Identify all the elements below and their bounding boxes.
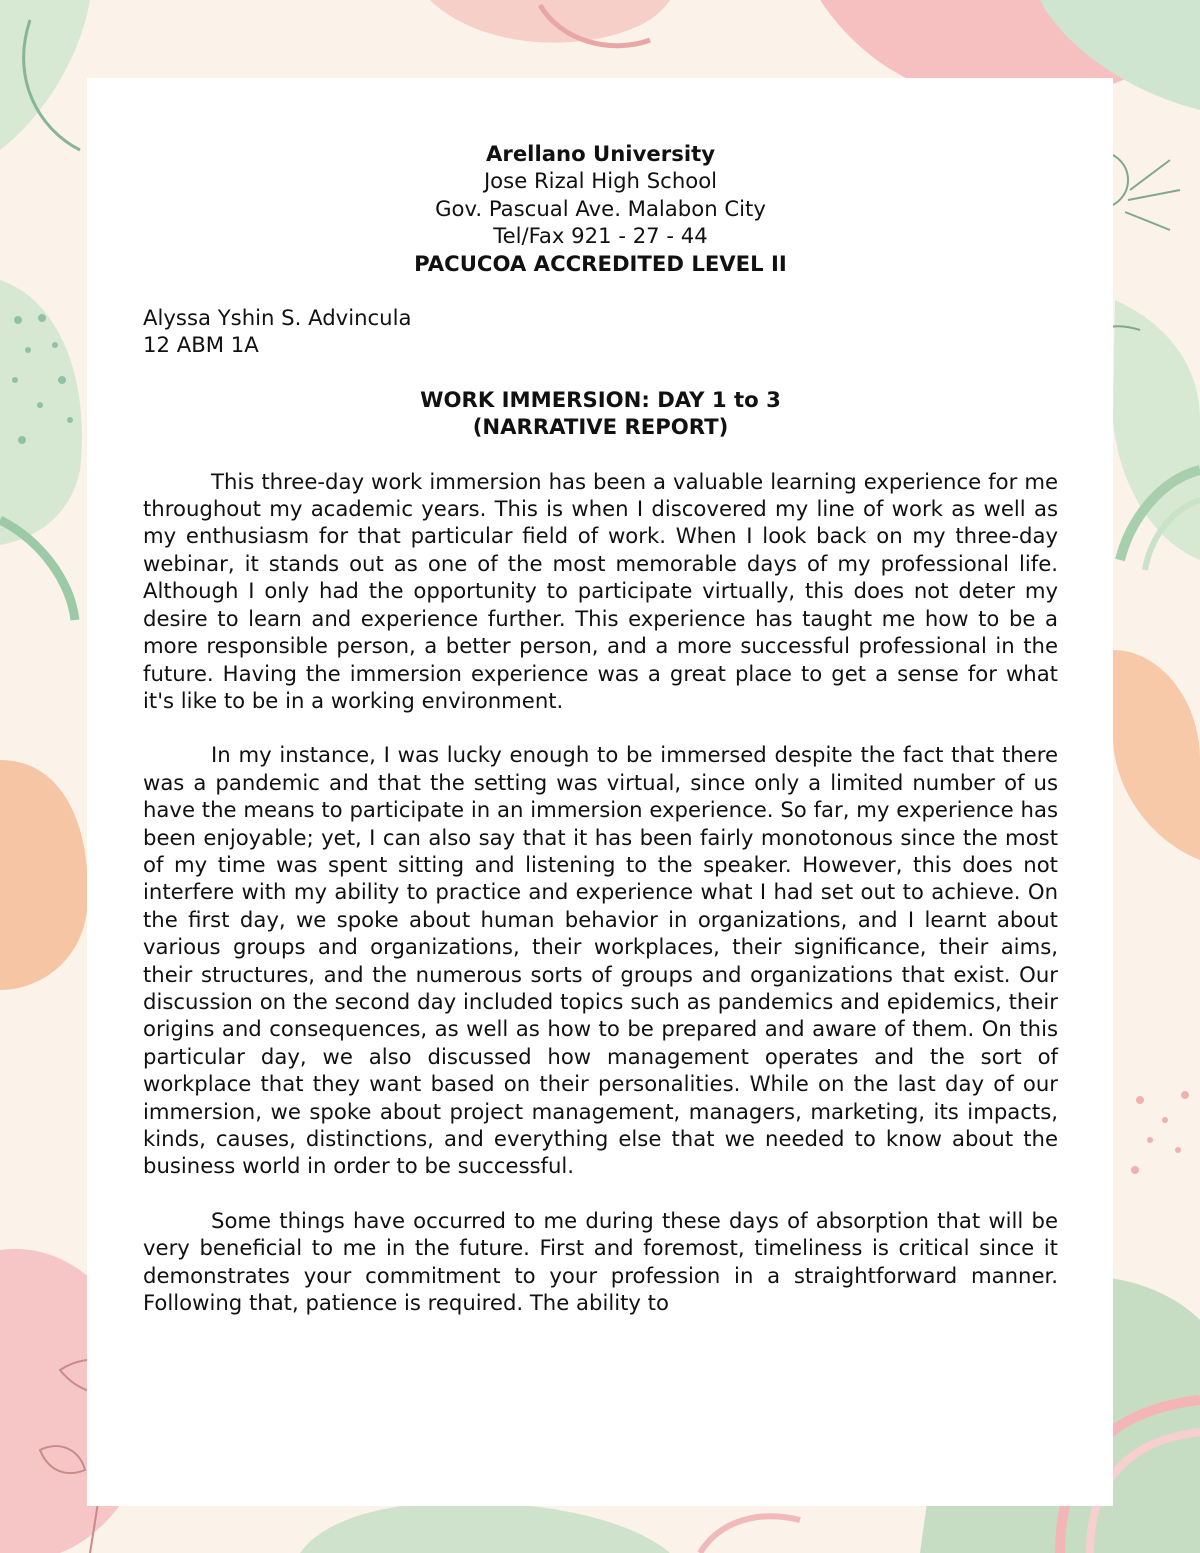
paragraph-1: This three-day work immersion has been a valuable learning experience for me throughout my academic years. This is when I discovered my line of work as well as my enthusiasm for that particular field of work. When I look back on my three-day webinar, it stands out as one of the most memorable days of my professional life. Although I only had the opportunity to participate virtually, this does not deter my desire to learn and experience further. This experience has taught me how to be a more responsible person, a better person, and a more successful professional in the future. Having the immersion experience was a great place to get a sense for what it's like to be in a working environment. [143, 468, 1058, 713]
green-blob-bottom [300, 1502, 670, 1553]
school-telfax: Tel/Fax 921 - 27 - 44 [493, 223, 708, 249]
arc-bottom [700, 1516, 800, 1553]
report-heading [143, 386, 1058, 441]
report-subtitle: (NARRATIVE REPORT) [472, 414, 729, 440]
university-name: Arellano University [485, 141, 716, 166]
green-blob-right [1113, 300, 1200, 560]
school-name: Jose Rizal High School [483, 168, 718, 194]
accreditation: PACUCOA ACCREDITED LEVEL II [414, 250, 787, 276]
school-address: Gov. Pascual Ave. Malabon City [435, 195, 766, 221]
student-name: Alyssa Yshin S. Advincula [143, 305, 412, 331]
dot-cluster-right [1131, 1091, 1189, 1174]
report-title: WORK IMMERSION: DAY 1 to 3 [420, 386, 781, 412]
letterhead [143, 140, 1058, 277]
paragraph-2: In my instance, I was lucky enough to be immersed despite the fact that there was a pandemic and that the setting was virtual, since only a limited number of us have the means to participate in an immersion experience. So far, my experience has been enjoyable; yet, I can also say that it has been fairly monotonous since the most of my time was spent sitting and listening to the speaker. However, this does not interfere with my ability to practice and experience what I had set out to achieve. On the first day, we spoke about human behavior in organizations, and I learnt about various groups and organizations, their workplaces, their significance, their aims, their structures, and the numerous sorts of groups and organizations that exist. Our discussion on the second day included topics such as pandemics and epidemics, their origins and consequences, as well as how to be prepared and aware of them. On this particular day, we also discussed how management operates and the sort of workplace that they want based on their personalities. While on the last day of our immersion, we spoke about project management, managers, marketing, its impacts, kinds, causes, distinctions, and everything else that we needed to know about the business world in order to be successful. [143, 742, 1058, 1179]
student-section: 12 ABM 1A [143, 332, 259, 358]
student-info [143, 304, 1058, 359]
document-content [143, 140, 1058, 1316]
paragraph-3: Some things have occurred to me during these days of absorption that will be very beneficial to me in the future. First and foremost, timeliness is critical since it demonstrates your commitment to your profession in a straightforward manner. Following that, patience is required. The ability to [143, 1207, 1058, 1316]
peach-blob-right [1113, 650, 1200, 860]
green-blob-top-left [0, 0, 90, 150]
peach-blob-left [0, 760, 88, 990]
